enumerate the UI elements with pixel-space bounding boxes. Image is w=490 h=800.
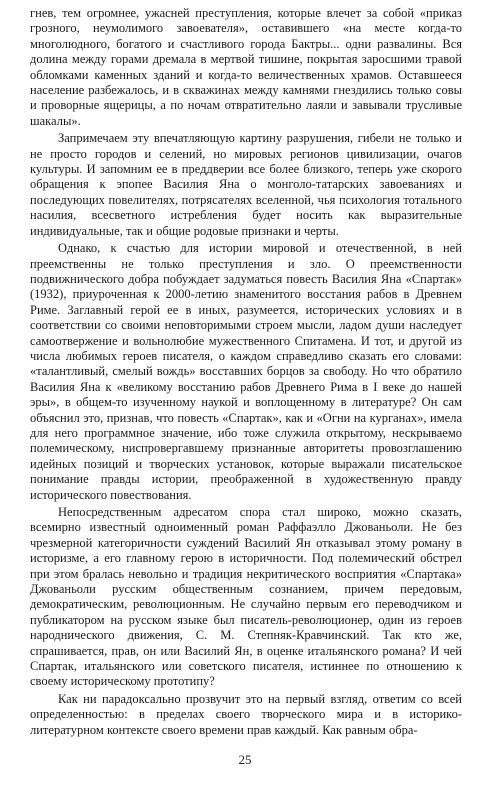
paragraph-5: Как ни парадоксально прозвучит это на первый взгляд, ответим со всей определенностью: в пределах своего творческого мира и в историко-литературном контексте своего времени прав каждый. Как равным обра- — [30, 691, 462, 737]
paragraph-4: Непосредственным адресатом спора стал широко, можно сказать, всемирно известный одноименный роман Раффаэлло Джованьоли. Не без чрезмерной категоричности суждений Василий Ян отказывал этому роману в историзме, а его главному герою в историчности. Под полемический обстрел при этом бралась невольно и традиция некритического восприятия «Спартака» Джованьоли русским общественным сознанием, причем передовым, демократическим, революционным. Не случайно первым его переводчиком и публикатором на русском языке был писатель-революционер, один из героев народнического движения, С. М. Степняк-Кравчинский. Так кто же, спрашивается, прав, он или Василий Ян, в оценке итальянского романа? И чей Спартак, итальянского или советского писателя, истиннее по отношению к своему историческому прототипу? — [30, 505, 462, 689]
page-number: 25 — [238, 752, 252, 767]
paragraph-2: Запримечаем эту впечатляющую картину разрушения, гибели не только и не просто городов и селений, но мировых регионов цивилизации, очагов культуры. И запомним ее в преддверии все более близкого, теперь уже скорого обращения к эпопее Василия Яна о монголо-татарских завоеваниях и последующих повелителях, потрясателях вселенной, чья психология тотального насилия, всесветного истребления будет носить как выразительные индивидуальные, так и общие родовые признаки и черты. — [30, 131, 462, 238]
paragraph-1: гнев, тем огромнее, ужасней преступления, которые влечет за собой «приказ грозного, неумолимого завоевателя», оставившего «на месте когда-то многолюдного, богатого и счастливого города Бактры... одни развалины. Вся долина между горами дремала в мертвой тишине, покрытая заросшими травой обломками каменных зданий и когда-то величественных храмов. Оставшееся население разбежалось, и в скважинах между камнями гнездились только совы и проворные ящерицы, а по ночам отвратительно лаяли и завывали трусливые шакалы». — [30, 6, 462, 128]
page-body — [30, 6, 462, 738]
paragraph-3: Однако, к счастью для истории мировой и отечественной, в ней преемственны не только преступления и зло. О преемственности подвижнического добра побуждает задуматься повесть Василия Яна «Спартак» (1932), приуроченная к 2000-летию знаменитого восстания рабов в Древнем Риме. Заглавный герой ее в иных, разумеется, исторических условиях и в соответствии со своими неповторимыми строем мысли, ладом души наследует самоотвержение и вольнолюбие мужественного Спитамена. И тот, и другой из числа любимых героев писателя, о каждом справедливо сказать его словами: «талантливый, смелый вождь» восставших борцов за свободу. Но что обратило Василия Яна к «великому восстанию рабов Древнего Рима в I веке до нашей эры», в общем-то изученному наукой и воплощенному в литературе? Он сам объяснил это, признав, что повесть «Спартак», как и «Огни на курганах», имела для него программное значение, ибо тоже служила открытому, нескрываемо полемическому, ниспровергавшему признанные авторитеты провозглашению идейных позиций и творческих установок, которые выражали писательское понимание правды истории, преображенной в художественную правду исторического повествования. — [30, 241, 462, 502]
